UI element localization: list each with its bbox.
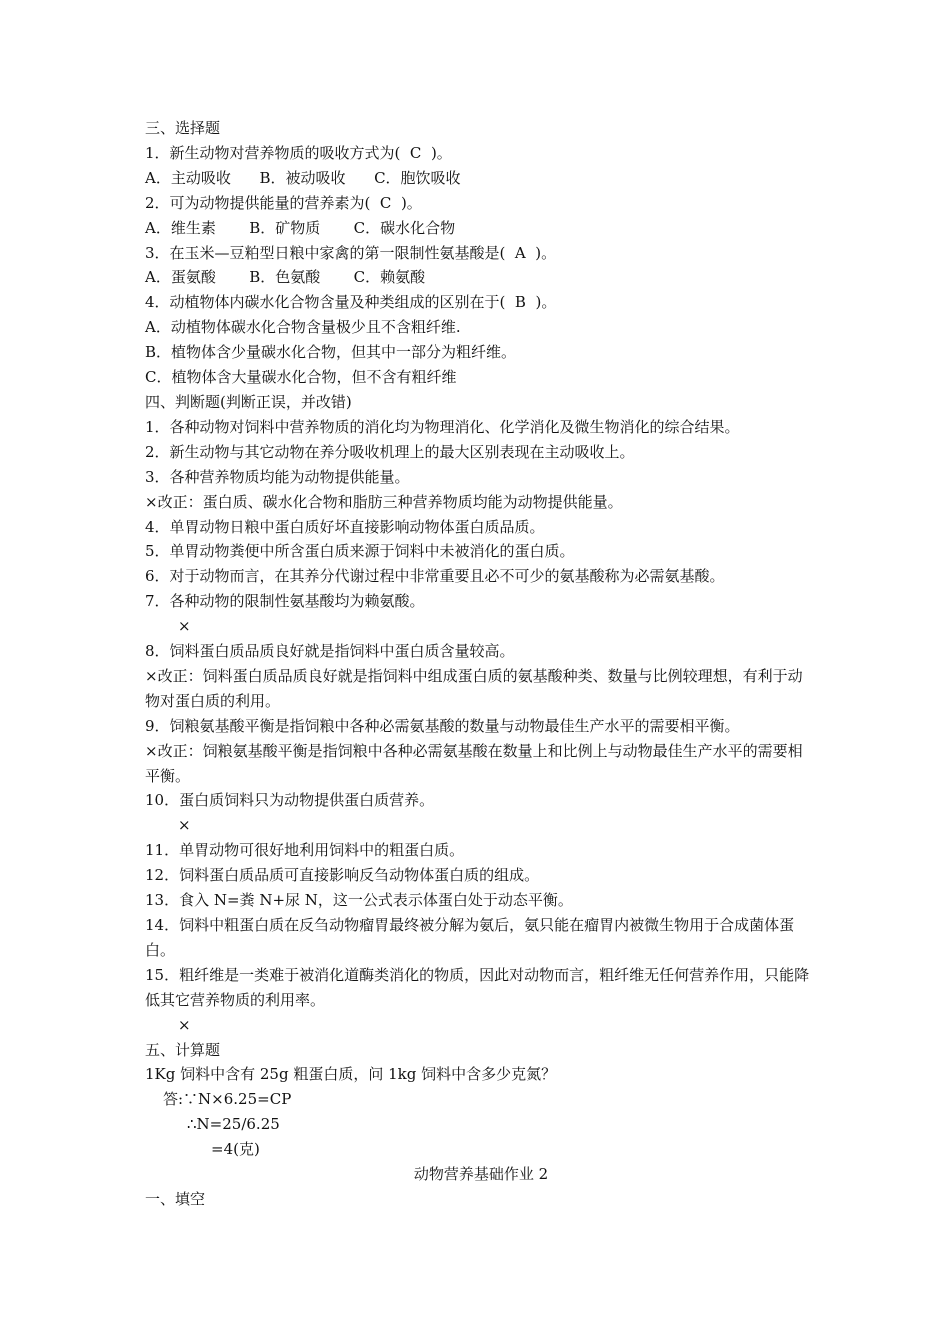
document-page — [145, 116, 817, 1212]
judgment-2: 2．新生动物与其它动物在养分吸收机理上的最大区别表现在主动吸收上。 — [145, 442, 635, 461]
options-1: A．主动吸收 B．被动吸收 C．胞饮吸收 — [145, 168, 461, 187]
question-3: 3．在玉米—豆粕型日粮中家禽的第一限制性氨基酸是( A )。 — [145, 243, 557, 262]
judgment-13: 13．食入 N=粪 N+尿 N，这一公式表示体蛋白处于动态平衡。 — [145, 891, 573, 910]
judgment-12: 12．饲料蛋白质品质可直接影响反刍动物体蛋白质的组成。 — [145, 866, 540, 885]
section-heading-calc: 五、计算题 — [145, 1040, 221, 1059]
correction-8: ×改正：饲料蛋白质品质良好就是指饲料中组成蛋白质的氨基酸种类、数量与比例较理想，有利于动物对蛋白质的利用。 — [145, 666, 803, 710]
question-1: 1．新生动物对营养物质的吸收方式为( C )。 — [145, 143, 452, 162]
question-2: 2．可为动物提供能量的营养素为( C )。 — [145, 193, 422, 212]
assignment-title: 动物营养基础作业 2 — [413, 1165, 549, 1184]
options-2: A．维生素 B．矿物质 C．碳水化合物 — [145, 218, 456, 237]
judgment-5: 5．单胃动物粪便中所含蛋白质来源于饲料中未被消化的蛋白质。 — [145, 542, 575, 561]
mark-10: × — [178, 816, 191, 835]
calc-question: 1Kg 饲料中含有 25g 粗蛋白质，问 1kg 饲料中含多少克氮？ — [145, 1065, 557, 1084]
section-heading-judgment: 四、判断题(判断正误，并改错) — [145, 392, 352, 411]
judgment-3: 3．各种营养物质均能为动物提供能量。 — [145, 467, 410, 486]
judgment-4: 4．单胃动物日粮中蛋白质好坏直接影响动物体蛋白质品质。 — [145, 517, 545, 536]
mark-15: × — [178, 1015, 191, 1034]
judgment-15: 15．粗纤维是一类难于被消化道酶类消化的物质，因此对动物而言，粗纤维无任何营养作用，只能降低其它营养物质的利用率。 — [145, 965, 810, 1009]
calc-answer-3: =4(克) — [211, 1140, 260, 1159]
judgment-10: 10．蛋白质饲料只为动物提供蛋白质营养。 — [145, 791, 435, 810]
correction-9: ×改正：饲粮氨基酸平衡是指饲粮中各种必需氨基酸在数量上和比例上与动物最佳生产水平的需要相平衡。 — [145, 741, 803, 785]
option-4c: C．植物体含大量碳水化合物，但不含有粗纤维 — [145, 368, 457, 387]
judgment-11: 11．单胃动物可很好地利用饲料中的粗蛋白质。 — [145, 841, 465, 860]
options-3: A．蛋氨酸 B．色氨酸 C．赖氨酸 — [145, 268, 426, 287]
judgment-7: 7．各种动物的限制性氨基酸均为赖氨酸。 — [145, 592, 425, 611]
judgment-1: 1．各种动物对饲料中营养物质的消化均为物理消化、化学消化及微生物消化的综合结果。 — [145, 417, 740, 436]
correction-3: ×改正：蛋白质、碳水化合物和脂肪三种营养物质均能为动物提供能量。 — [145, 492, 623, 511]
judgment-6: 6．对于动物而言，在其养分代谢过程中非常重要且必不可少的氨基酸称为必需氨基酸。 — [145, 567, 725, 586]
judgment-8: 8．饲料蛋白质品质良好就是指饲料中蛋白质含量较高。 — [145, 642, 515, 661]
question-4: 4．动植物体内碳水化合物含量及种类组成的区别在于( B )。 — [145, 293, 557, 312]
section-heading-choice: 三、选择题 — [145, 119, 221, 137]
section-heading-fill: 一、填空 — [145, 1189, 206, 1208]
mark-7: × — [178, 617, 191, 636]
judgment-9: 9．饲粮氨基酸平衡是指饲粮中各种必需氨基酸的数量与动物最佳生产水平的需要相平衡。 — [145, 716, 740, 735]
calc-answer-1: 答:∵N×6.25=CP — [163, 1090, 292, 1109]
judgment-14: 14．饲料中粗蛋白质在反刍动物瘤胃最终被分解为氨后，氨只能在瘤胃内被微生物用于合成菌体蛋白。 — [145, 916, 795, 959]
option-4a: A．动植物体碳水化合物含量极少且不含粗纤维. — [145, 318, 461, 337]
option-4b: B．植物体含少量碳水化合物，但其中一部分为粗纤维。 — [145, 343, 517, 362]
calc-answer-2: ∴N=25/6.25 — [187, 1115, 280, 1134]
